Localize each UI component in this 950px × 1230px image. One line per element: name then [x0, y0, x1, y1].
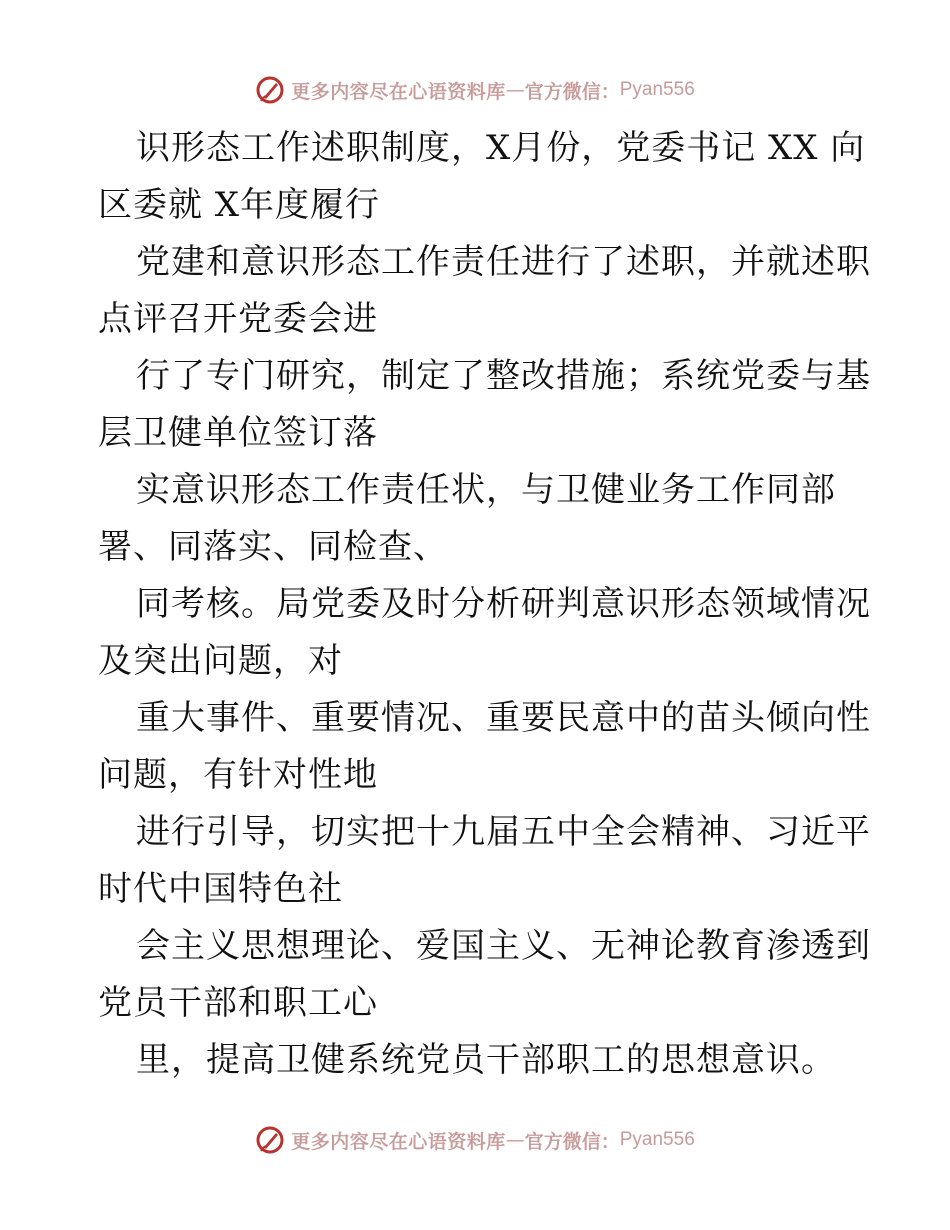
text-line: 层卫健单位签订落: [98, 413, 378, 453]
text-line: 同考核。局党委及时分析研判意识形态领域情况: [136, 584, 871, 624]
text-line: 区委就 X年度履行: [98, 185, 381, 225]
text-line: 进行引导，切实把十九届五中全会精神、习近平: [136, 812, 871, 852]
document-body: [98, 120, 871, 1089]
text-line: 及突出问题，对: [98, 641, 343, 681]
text-line: 重大事件、重要情况、重要民意中的苗头倾向性: [136, 698, 871, 738]
footer-wechat-id: Pyan556: [619, 1129, 695, 1150]
text-line: 里，提高卫健系统党员干部职工的思想意识。: [136, 1040, 836, 1080]
quill-in-circle-icon: [255, 1125, 285, 1155]
footer-dash: —: [505, 1129, 525, 1151]
text-line: 识形态工作述职制度，X月份，党委书记 XX 向: [136, 128, 866, 168]
footer-brand-text: 更多内容尽在心语资料库: [291, 1130, 506, 1153]
header-wechat-id: Pyan556: [619, 79, 695, 100]
header-brand-text: 更多内容尽在心语资料库: [291, 80, 506, 103]
footer-watermark: [0, 1120, 950, 1160]
text-line: 行了专门研究，制定了整改措施；系统党委与基: [136, 356, 871, 396]
header-official-label: 官方微信：: [524, 80, 620, 103]
text-line: 党建和意识形态工作责任进行了述职，并就述职: [136, 242, 871, 282]
header-watermark: [0, 70, 950, 110]
text-line: 署、同落实、同检查、: [98, 527, 448, 567]
text-line: 问题，有针对性地: [98, 755, 378, 795]
quill-in-circle-icon: [255, 75, 285, 105]
footer-official-label: 官方微信：: [524, 1130, 620, 1153]
text-line: 党员干部和职工心: [98, 983, 378, 1023]
text-line: 实意识形态工作责任状，与卫健业务工作同部: [136, 470, 836, 510]
text-line: 时代中国特色社: [98, 869, 343, 909]
text-line: 点评召开党委会进: [98, 299, 378, 339]
header-dash: —: [505, 79, 525, 101]
text-line: 会主义思想理论、爱国主义、无神论教育渗透到: [136, 926, 871, 966]
